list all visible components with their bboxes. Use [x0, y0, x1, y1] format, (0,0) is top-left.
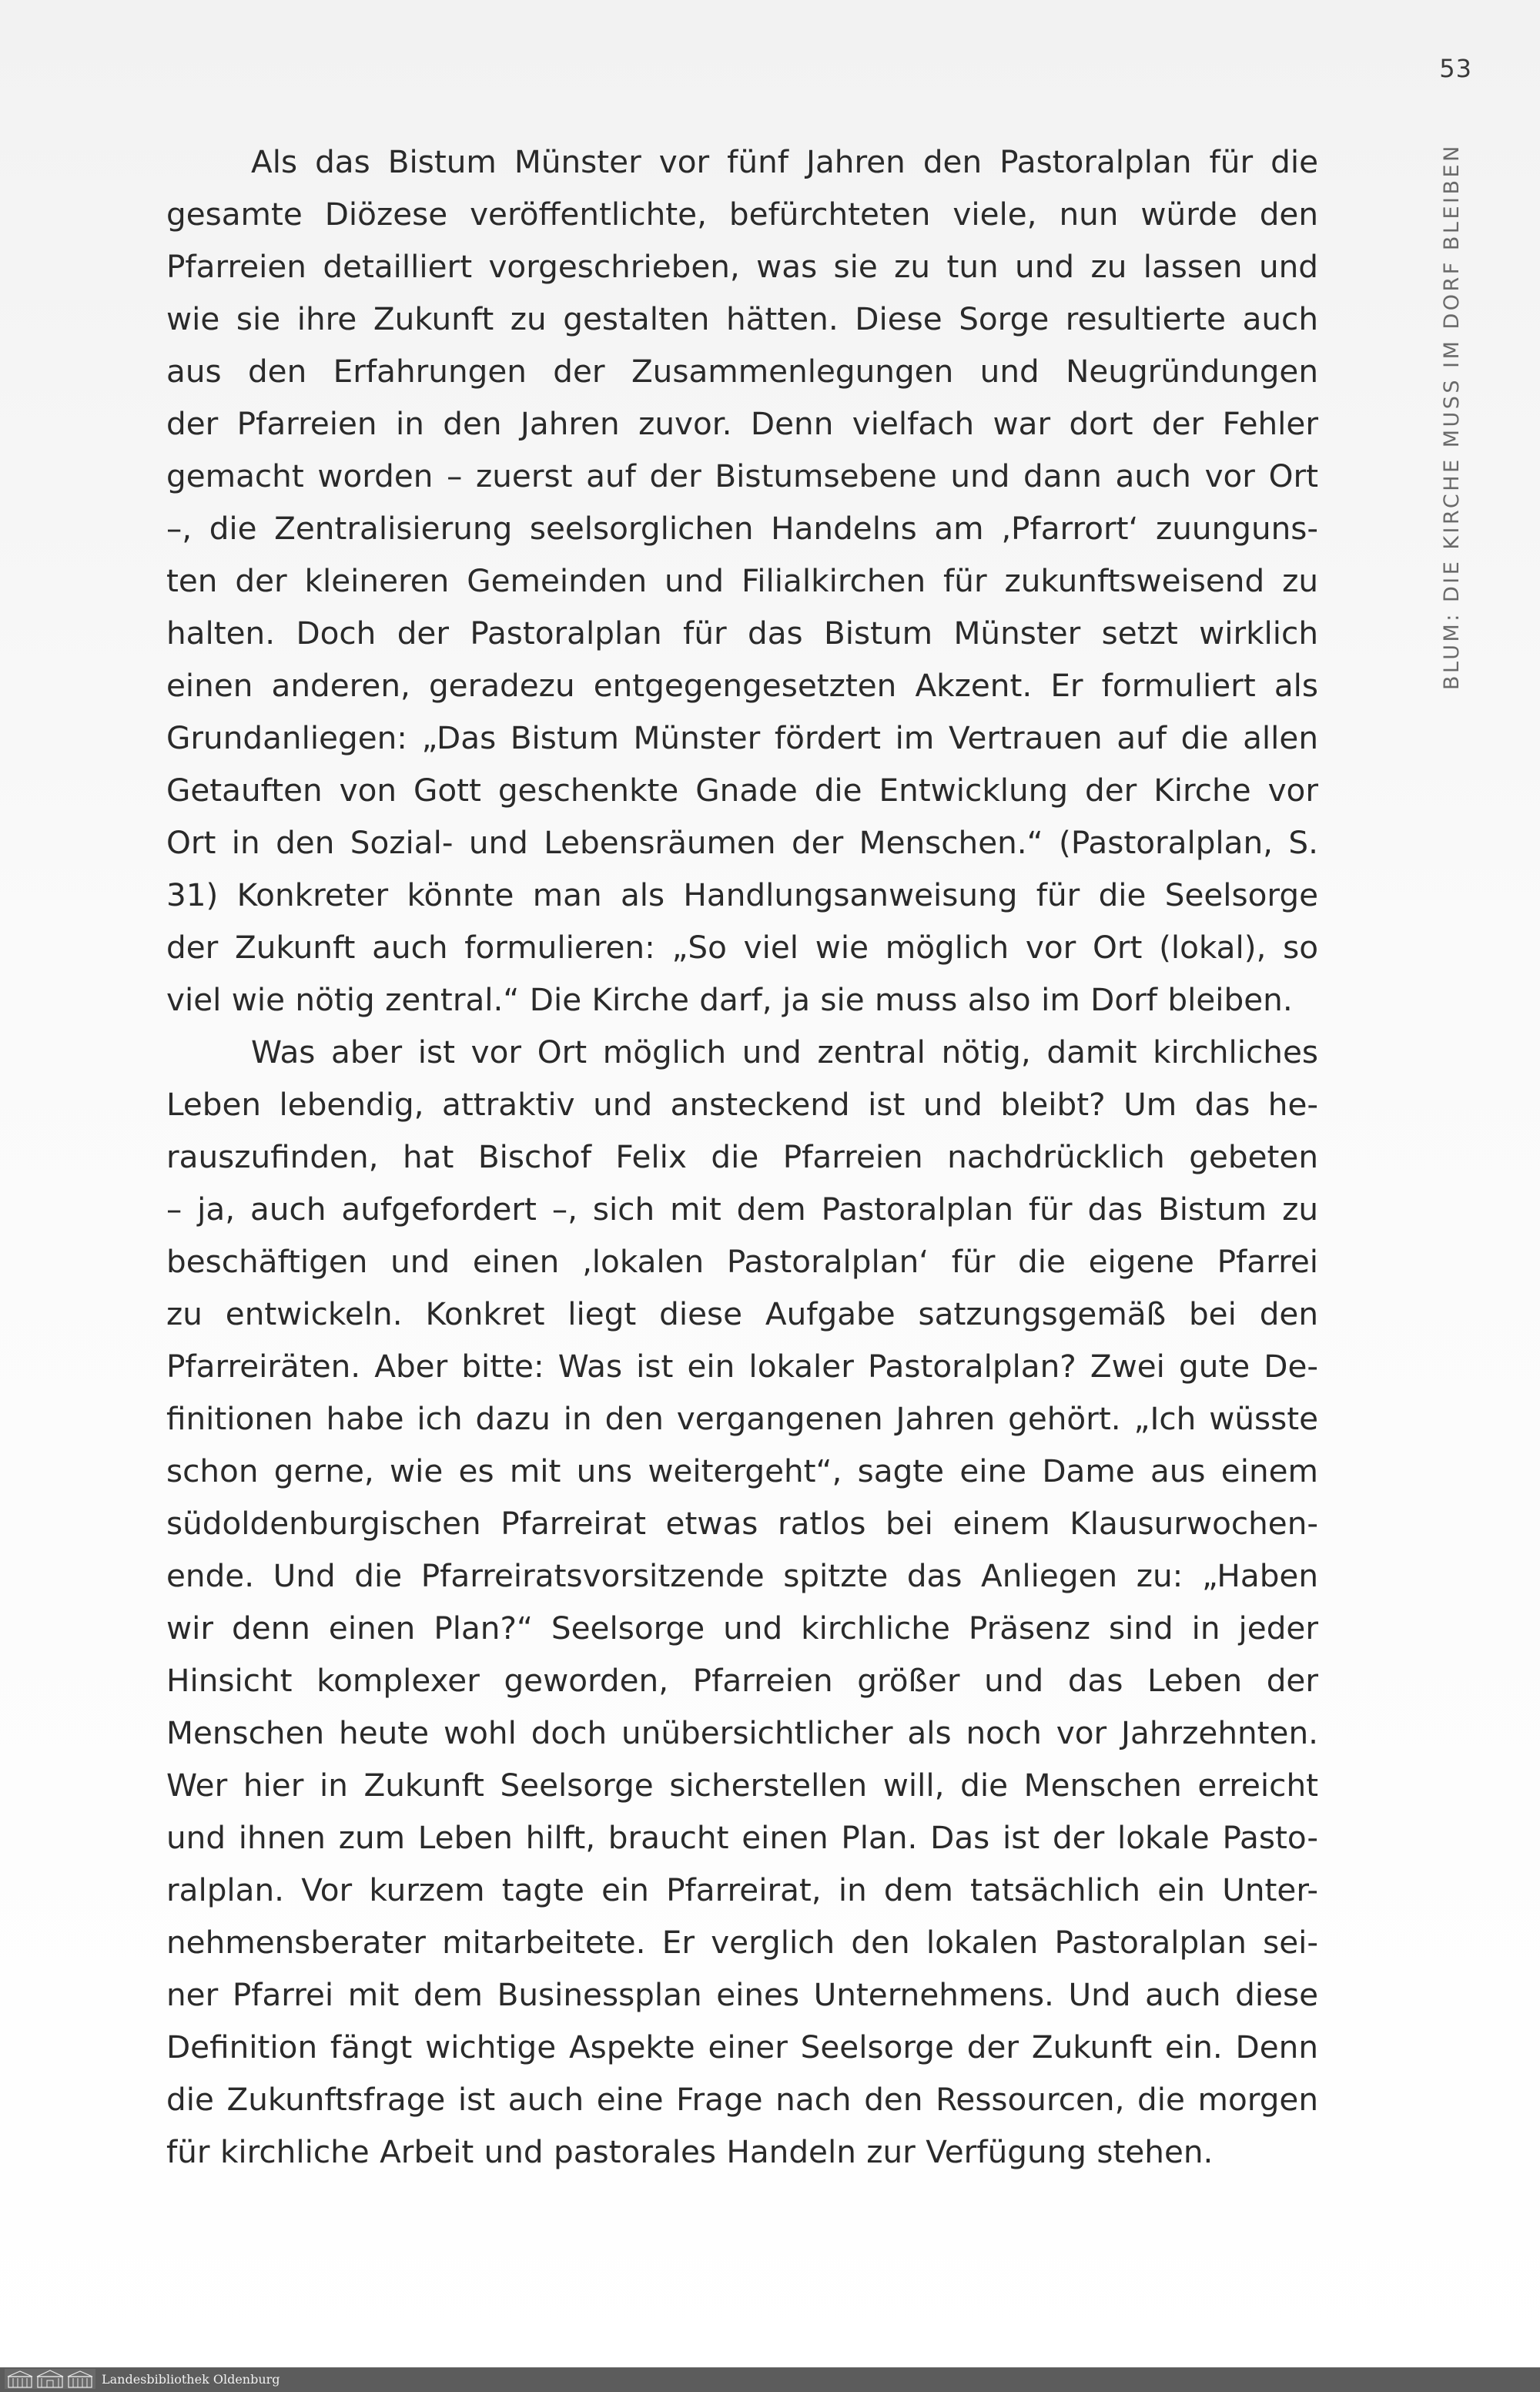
text-line: zu entwickeln. Konkret liegt diese Aufgabe satzungsgemäß bei den	[166, 1295, 1318, 1332]
footer-library-name: Landesbibliothek Oldenburg	[102, 2372, 280, 2387]
text-line: Grundanliegen: „Das Bistum Münster fördert im Vertrauen auf die allen	[166, 719, 1318, 756]
text-line: ralplan. Vor kurzem tagte ein Pfarreirat, in dem tatsächlich ein Unter-	[166, 1871, 1318, 1908]
text-line: Als das Bistum Münster vor fünf Jahren den Pastoralplan für die	[251, 143, 1318, 180]
text-line: einen anderen, geradezu entgegengesetzten Akzent. Er formuliert als	[166, 667, 1318, 704]
text-line: Ort in den Sozial- und Lebensräumen der Menschen.“ (Pastoralplan, S.	[166, 824, 1318, 861]
paragraph-1	[166, 136, 1318, 1026]
page-number: 53	[1439, 54, 1472, 83]
text-line: und ihnen zum Leben hilft, braucht einen Plan. Das ist der lokale Pasto-	[166, 1819, 1318, 1856]
text-line: Pfarreien detailliert vorgeschrieben, was sie zu tun und zu lassen und	[166, 248, 1318, 285]
text-line: gesamte Diözese veröffentlichte, befürchteten viele, nun würde den	[166, 196, 1318, 233]
text-line: finitionen habe ich dazu in den vergangenen Jahren gehört. „Ich wüsste	[166, 1400, 1318, 1437]
text-line: wie sie ihre Zukunft zu gestalten hätten. Diese Sorge resultierte auch	[166, 300, 1318, 337]
body-text	[166, 136, 1318, 2178]
text-line: ende. Und die Pfarreiratsvorsitzende spitzte das Anliegen zu: „Haben	[166, 1557, 1318, 1594]
text-line: südoldenburgischen Pfarreirat etwas ratlos bei einem Klausurwochen-	[166, 1505, 1318, 1542]
text-line: Was aber ist vor Ort möglich und zentral nötig, damit kirchliches	[251, 1034, 1318, 1070]
text-line: viel wie nötig zentral.“ Die Kirche darf, ja sie muss also im Dorf bleiben.	[166, 981, 1293, 1018]
text-line: der Zukunft auch formulieren: „So viel wie möglich vor Ort (lokal), so	[166, 929, 1318, 966]
text-line: –, die Zentralisierung seelsorglichen Handelns am ‚Pfarrort‘ zuunguns-	[166, 510, 1318, 547]
text-line: Pfarreiräten. Aber bitte: Was ist ein lokaler Pastoralplan? Zwei gute De-	[166, 1348, 1318, 1385]
text-line: aus den Erfahrungen der Zusammenlegungen und Neugründungen	[166, 353, 1318, 390]
text-line: Menschen heute wohl doch unübersichtlicher als noch vor Jahrzehnten.	[166, 1714, 1318, 1751]
text-line: Getauften von Gott geschenkte Gnade die Entwicklung der Kirche vor	[166, 772, 1318, 809]
text-line: halten. Doch der Pastoralplan für das Bistum Münster setzt wirklich	[166, 615, 1318, 652]
text-line: ten der kleineren Gemeinden und Filialkirchen für zukunftsweisend zu	[166, 562, 1318, 599]
text-line: Hinsicht komplexer geworden, Pfarreien größer und das Leben der	[166, 1662, 1318, 1699]
text-line: Leben lebendig, attraktiv und ansteckend ist und bleibt? Um das he-	[166, 1086, 1318, 1123]
text-line: die Zukunftsfrage ist auch eine Frage nach den Ressourcen, die morgen	[166, 2081, 1318, 2118]
text-line: wir denn einen Plan?“ Seelsorge und kirchliche Präsenz sind in jeder	[166, 1610, 1318, 1647]
text-line: gemacht worden – zuerst auf der Bistumsebene und dann auch vor Ort	[166, 457, 1318, 494]
running-head: BLUM: DIE KIRCHE MUSS IM DORF BLEIBEN	[1440, 143, 1464, 690]
library-building-icon	[5, 2369, 95, 2389]
text-line: rauszufinden, hat Bischof Felix die Pfarreien nachdrücklich gebeten	[166, 1138, 1318, 1175]
text-line: Wer hier in Zukunft Seelsorge sicherstellen will, die Menschen erreicht	[166, 1767, 1318, 1804]
text-line: der Pfarreien in den Jahren zuvor. Denn vielfach war dort der Fehler	[166, 405, 1318, 442]
text-line: Definition fängt wichtige Aspekte einer Seelsorge der Zukunft ein. Denn	[166, 2029, 1318, 2065]
text-line: schon gerne, wie es mit uns weitergeht“, sagte eine Dame aus einem	[166, 1452, 1318, 1489]
text-line: 31) Konkreter könnte man als Handlungsanweisung für die Seelsorge	[166, 876, 1318, 913]
text-line: für kirchliche Arbeit und pastorales Handeln zur Verfügung stehen.	[166, 2133, 1214, 2170]
text-line: ner Pfarrei mit dem Businessplan eines Unternehmens. Und auch diese	[166, 1976, 1318, 2013]
text-line: beschäftigen und einen ‚lokalen Pastoralplan‘ für die eigene Pfarrei	[166, 1243, 1318, 1280]
text-line: nehmensberater mitarbeitete. Er verglich den lokalen Pastoralplan sei-	[166, 1924, 1318, 1961]
text-line: – ja, auch aufgefordert –, sich mit dem Pastoralplan für das Bistum zu	[166, 1191, 1318, 1228]
footer-bar	[0, 2367, 1540, 2392]
paragraph-2	[166, 1026, 1318, 2178]
